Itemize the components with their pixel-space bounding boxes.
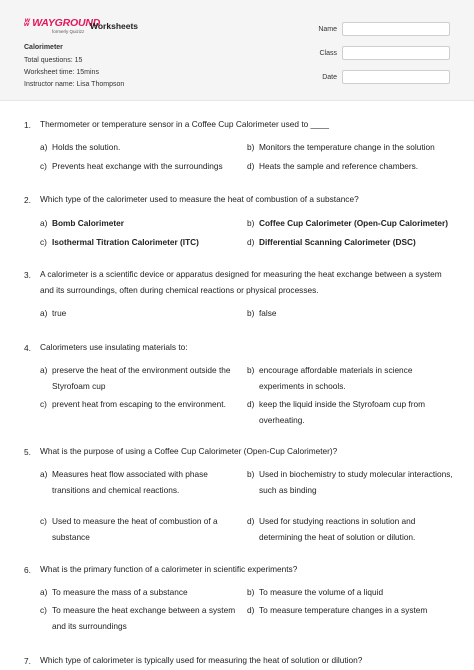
class-label: Class: [319, 50, 337, 57]
option-text: Measures heat flow associated with phase transitions and chemical reactions.: [52, 469, 208, 495]
option-letter: b): [247, 587, 255, 597]
total-questions: Total questions: 15: [24, 57, 83, 64]
worksheet-header: [0, 0, 474, 101]
option-letter: d): [247, 605, 255, 615]
worksheet-time: Worksheet time: 15mins: [24, 69, 99, 76]
option-letter: c): [40, 605, 47, 615]
question-text: A calorimeter is a scientific device or apparatus designed for measuring the heat exchange between a system and its surroundings, often during chemical reactions or physical processes.: [40, 269, 442, 295]
option-text: Differential Scanning Calorimeter (DSC): [259, 237, 416, 247]
option-text: To measure temperature changes in a system: [259, 605, 428, 615]
class-field[interactable]: [342, 46, 450, 60]
option-text: Bomb Calorimeter: [52, 218, 124, 228]
question-text: Calorimeters use insulating materials to:: [40, 342, 188, 352]
option-letter: a): [40, 218, 48, 228]
option-letter: d): [247, 516, 255, 526]
option-text: Used to measure the heat of combustion of a substance: [52, 516, 218, 542]
option-letter: a): [40, 469, 48, 479]
option-text: To measure the volume of a liquid: [259, 587, 384, 597]
option-letter: a): [40, 142, 48, 152]
instructor-name: Instructor name: Lisa Thompson: [24, 81, 125, 88]
option-text: To measure the mass of a substance: [52, 587, 188, 597]
question-text: Which type of calorimeter is typically used for measuring the heat of solution or dilution?: [40, 655, 363, 665]
question-text: Thermometer or temperature sensor in a Coffee Cup Calorimeter used to ____: [40, 119, 329, 129]
option-text: encourage affordable materials in science experiments in schools.: [259, 365, 413, 391]
option-letter: b): [247, 469, 255, 479]
option-text: keep the liquid inside the Styrofoam cup from overheating.: [259, 399, 426, 425]
question-number: 3.: [24, 270, 31, 280]
option-letter: b): [247, 218, 255, 228]
option-letter: a): [40, 365, 48, 375]
option-letter: a): [40, 308, 48, 318]
question-number: 6.: [24, 565, 31, 575]
option-text: To measure the heat exchange between a system and its surroundings: [52, 605, 236, 631]
date-field[interactable]: [342, 70, 450, 84]
question-text: What is the primary function of a calorimeter in scientific experiments?: [40, 564, 298, 574]
option-letter: d): [247, 161, 255, 171]
name-field[interactable]: [342, 22, 450, 36]
option-letter: c): [40, 399, 47, 409]
worksheet-title: Calorimeter: [24, 44, 63, 51]
question-number: 1.: [24, 120, 31, 130]
option-text: Coffee Cup Calorimeter (Open-Cup Calorimeter): [259, 218, 449, 228]
question-text: Which type of the calorimeter used to measure the heat of combustion of a substance?: [40, 194, 359, 204]
option-letter: b): [247, 142, 255, 152]
logo-wordmark: ʬ WAYGROUND: [24, 17, 101, 29]
option-letter: a): [40, 587, 48, 597]
option-letter: b): [247, 365, 255, 375]
question-number: 2.: [24, 195, 31, 205]
wayground-logo: [24, 17, 101, 37]
option-text: Prevents heat exchange with the surroundings: [52, 161, 223, 171]
option-text: Holds the solution.: [52, 142, 121, 152]
option-text: false: [259, 308, 277, 318]
option-text: prevent heat from escaping to the environment.: [52, 399, 226, 409]
date-label: Date: [322, 74, 337, 81]
option-text: Used in biochemistry to study molecular interactions, such as binding: [259, 469, 453, 495]
option-text: Monitors the temperature change in the solution: [259, 142, 435, 152]
question-number: 4.: [24, 343, 31, 353]
question-number: 5.: [24, 447, 31, 457]
option-text: Heats the sample and reference chambers.: [259, 161, 419, 171]
logo-subtitle: formerly Quizizz: [52, 29, 85, 34]
name-label: Name: [318, 26, 337, 33]
option-letter: b): [247, 308, 255, 318]
option-text: true: [52, 308, 67, 318]
option-letter: c): [40, 237, 47, 247]
question-text: What is the purpose of using a Coffee Cup Calorimeter (Open-Cup Calorimeter)?: [40, 446, 338, 456]
option-text: Used for studying reactions in solution and determining the heat of solution or dilution.: [259, 516, 416, 542]
option-letter: c): [40, 161, 47, 171]
question-number: 7.: [24, 656, 31, 666]
brand-title: Worksheets: [90, 21, 139, 31]
option-letter: d): [247, 399, 255, 409]
option-text: Isothermal Titration Calorimeter (ITC): [52, 237, 199, 247]
option-text: preserve the heat of the environment outside the Styrofoam cup: [52, 365, 231, 391]
option-letter: c): [40, 516, 47, 526]
option-letter: d): [247, 237, 255, 247]
